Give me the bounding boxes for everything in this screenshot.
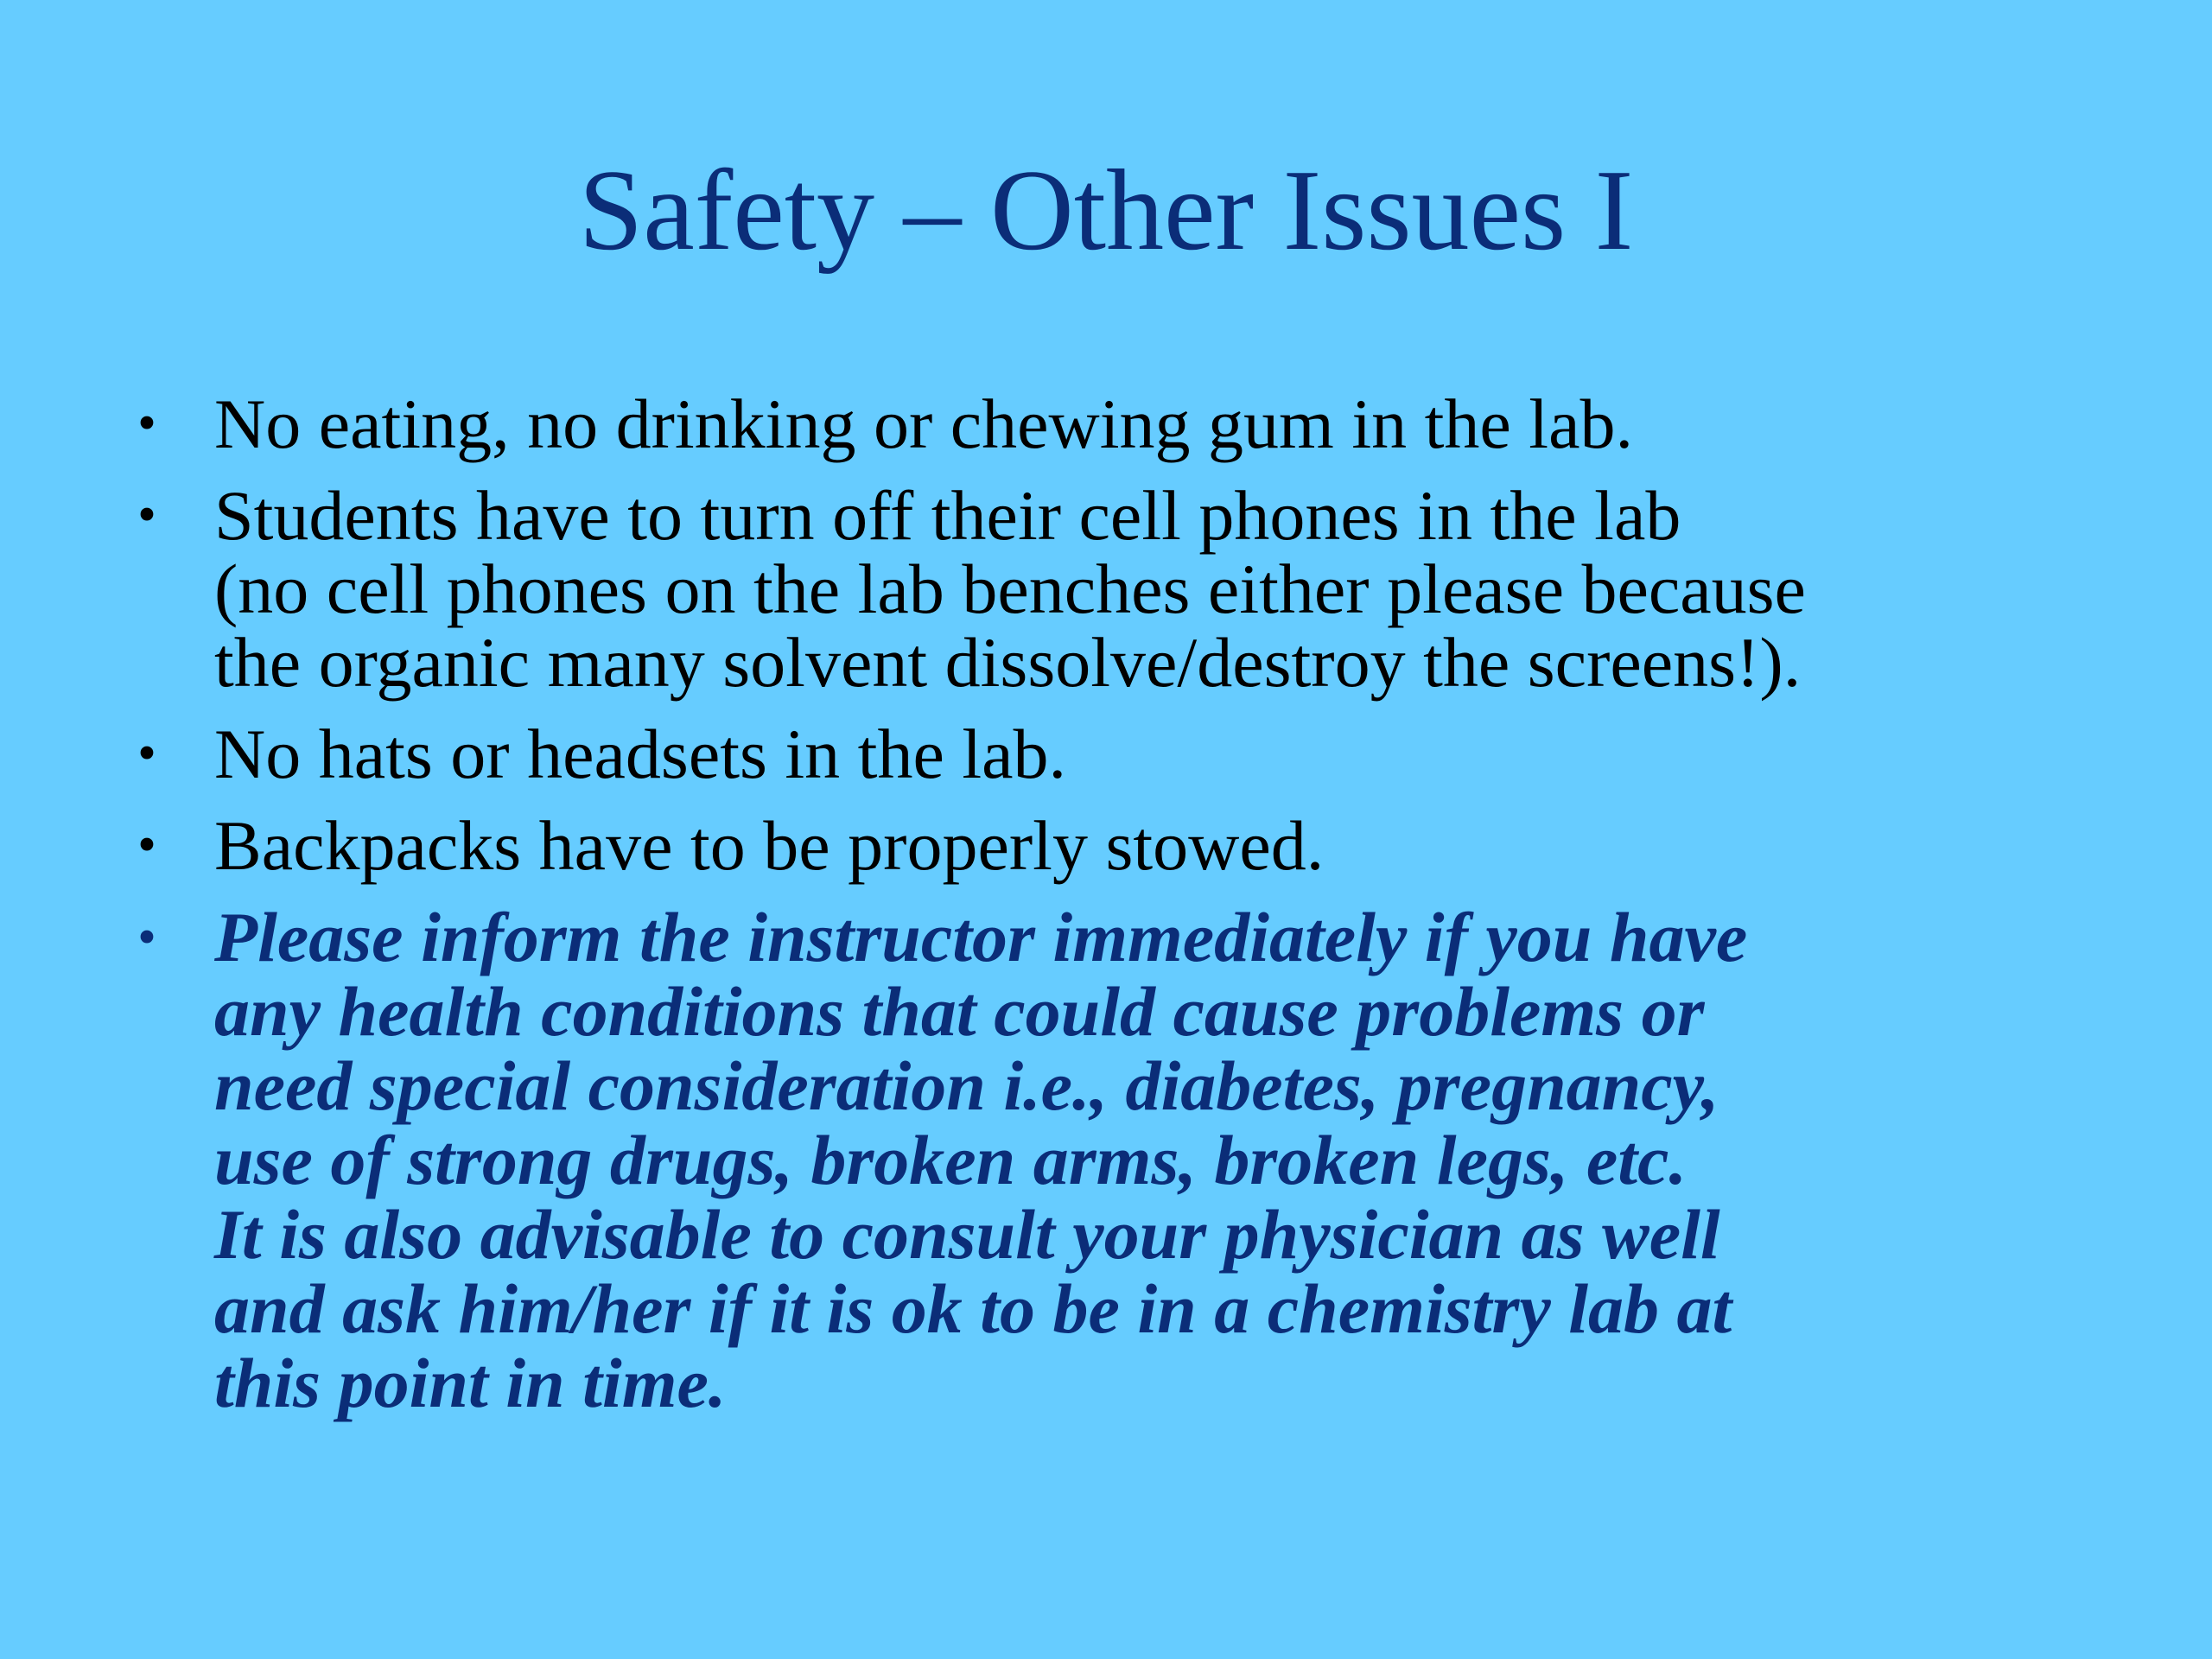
bullet-icon: •	[137, 816, 156, 874]
bullet-text: No hats or headsets in the lab.	[214, 715, 1067, 793]
bullet-text-line: Students have to turn off their cell phones in the lab	[214, 476, 1681, 555]
bullet-item-no-hats	[131, 717, 2119, 791]
bullet-text-line: use of strong drugs, broken arms, broken legs, etc.	[214, 1121, 1687, 1199]
bullet-item-no-eating	[131, 387, 2119, 461]
bullet-icon: •	[137, 394, 156, 453]
bullet-text-line: (no cell phones on the lab benches either please because	[214, 550, 1806, 628]
bullet-icon: •	[137, 908, 156, 967]
bullet-text-line: need special consideration i.e., diabetes, pregnancy,	[214, 1046, 1719, 1125]
bullet-text-line: the organic many solvent dissolve/destroy the screens!).	[214, 623, 1802, 702]
bullet-text: No eating, no drinking or chewing gum in the lab.	[214, 385, 1633, 463]
bullet-list	[131, 387, 2119, 1439]
bullet-item-backpacks	[131, 806, 2119, 885]
bullet-icon: •	[137, 486, 156, 544]
bullet-text-line: and ask him/her if it is ok to be in a chemistry lab at	[214, 1269, 1732, 1348]
bullet-text: Backpacks have to be properly stowed.	[214, 806, 1325, 885]
bullet-text-line: this point in time.	[214, 1344, 727, 1422]
slide-title: Safety – Other Issues I	[578, 146, 1634, 274]
bullet-text-line: Please inform the instructor immediately if you have	[214, 898, 1748, 976]
bullet-text-line: It is also advisable to consult your physician as well	[214, 1195, 1720, 1274]
bullet-icon: •	[137, 724, 156, 783]
bullet-text-line: any health conditions that could cause problems or	[214, 972, 1705, 1051]
bullet-item-health-conditions	[131, 900, 2119, 1421]
bullet-item-cell-phones	[131, 476, 2119, 702]
